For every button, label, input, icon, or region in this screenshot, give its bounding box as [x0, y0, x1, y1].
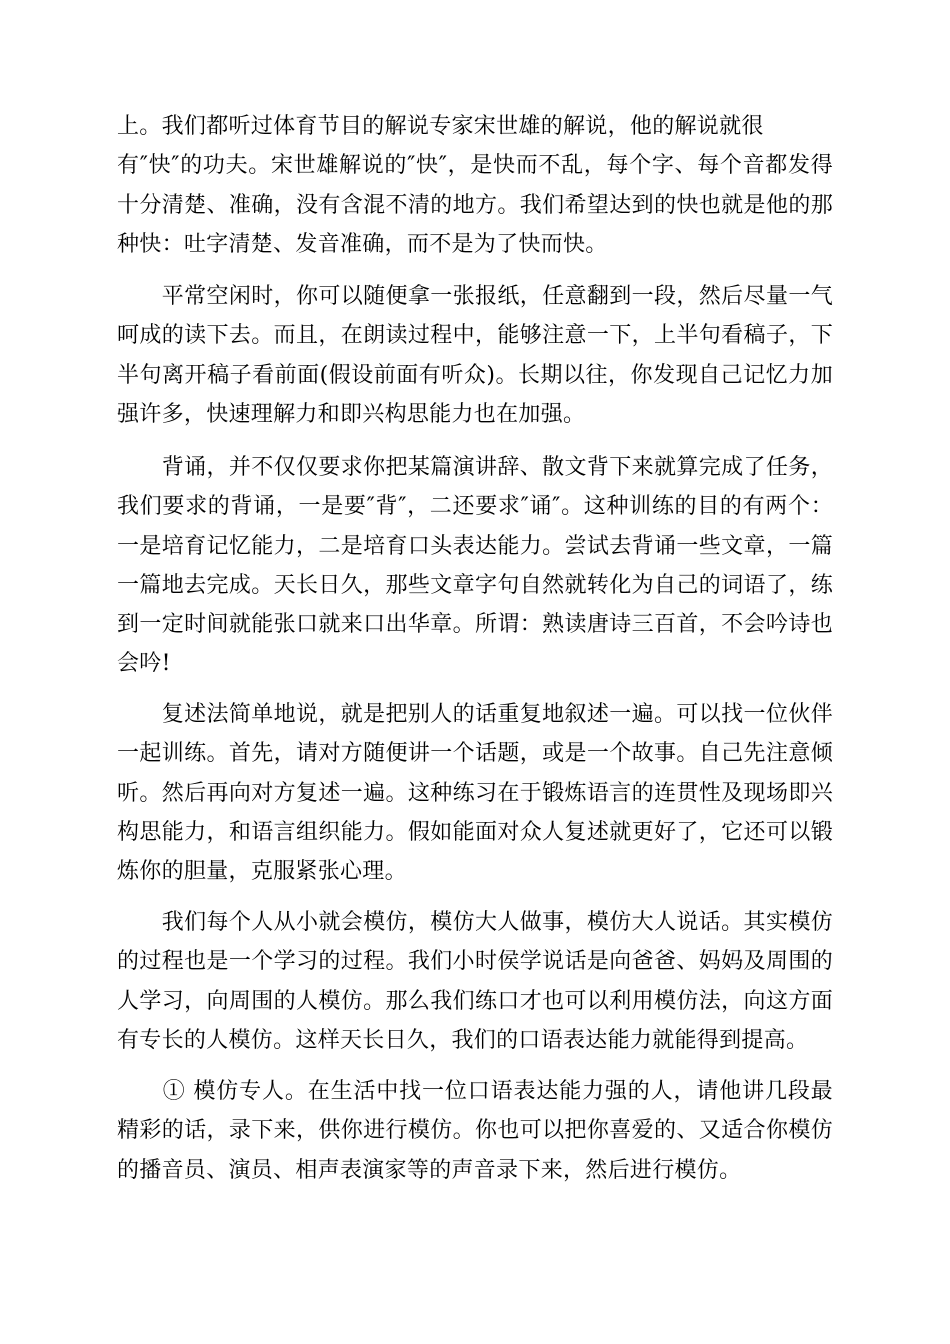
paragraph-3: 背诵，并不仅仅要求你把某篇演讲辞、散文背下来就算完成了任务，我们要求的背诵，一是要″背″，二还要求″诵″。这种训练的目的有两个：一是培育记忆能力，二是培育口头表达能力。尝试去背诵一些文章，一篇一篇地去完成。天长日久，那些文章字句自然就转化为自己的词语了，练到一定时间就能张口就来口出华章。所谓：熟读唐诗三百首，不会吟诗也会吟! — [117, 455, 833, 677]
paragraph-6: ① 模仿专人。在生活中找一位口语表达能力强的人，请他讲几段最精彩的话，录下来，供你进行模仿。你也可以把你喜爱的、又适合你模仿的播音员、演员、相声表演家等的声音录下来，然后进行模仿。 — [117, 1079, 833, 1183]
paragraph-1: 上。我们都听过体育节目的解说专家宋世雄的解说，他的解说就很 有″快″的功夫。宋世雄解说的″快″，是快而不乱，每个字、每个音都发得十分清楚、准确，没有含混不清的地方。我们希望达到的快也就是他的那种快：吐字清楚、发音准确，而不是为了快而快。 — [117, 114, 833, 257]
paragraph-4: 复述法简单地说，就是把别人的话重复地叙述一遍。可以找一位伙伴一起训练。首先，请对方随便讲一个话题，或是一个故事。自己先注意倾听。然后再向对方复述一遍。这种练习在于锻炼语言的连贯性及现场即兴构思能力，和语言组织能力。假如能面对众人复述就更好了，它还可以锻炼你的胆量，克服紧张心理。 — [117, 702, 833, 885]
paragraph-2: 平常空闲时，你可以随便拿一张报纸，任意翻到一段，然后尽量一气呵成的读下去。而且，在朗读过程中，能够注意一下，上半句看稿子，下半句离开稿子看前面(假设前面有听众)。长期以往，你发现自己记忆力加强许多，快速理解力和即兴构思能力也在加强。 — [117, 284, 833, 427]
paragraph-5: 我们每个人从小就会模仿，模仿大人做事，模仿大人说话。其实模仿的过程也是一个学习的过程。我们小时侯学说话是向爸爸、妈妈及周围的人学习，向周围的人模仿。那么我们练口才也可以利用模仿法，向这方面有专长的人模仿。这样天长日久，我们的口语表达能力就能得到提高。 — [117, 910, 833, 1053]
